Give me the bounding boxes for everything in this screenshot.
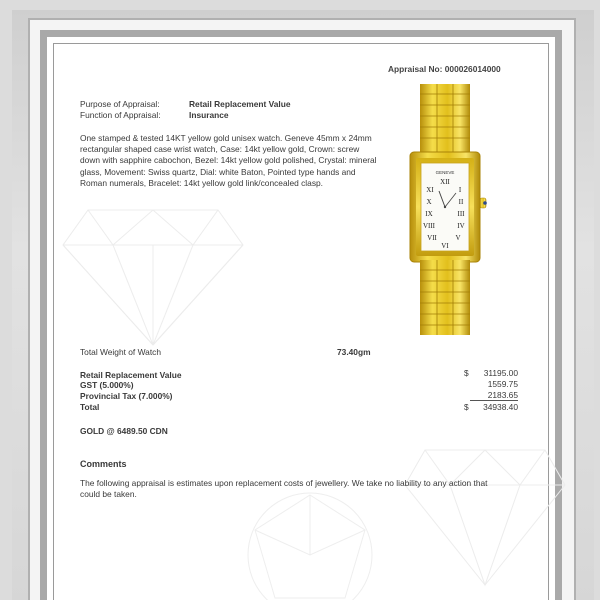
- function-label: Function of Appraisal:: [80, 110, 161, 120]
- svg-text:I: I: [458, 186, 462, 194]
- svg-text:IX: IX: [425, 210, 433, 218]
- currency-symbol-total: $: [464, 402, 469, 412]
- purpose-value: Retail Replacement Value: [189, 99, 291, 109]
- gst-amount: 1559.75: [487, 379, 518, 389]
- total-amount: 34938.40: [483, 402, 518, 412]
- svg-text:VII: VII: [427, 234, 437, 242]
- dial-brand-text: GENEVE: [435, 170, 455, 175]
- gst-label: GST (5.000%): [80, 380, 134, 390]
- weight-value: 73.40gm: [337, 347, 371, 357]
- diamond-watermark-left: [58, 200, 248, 350]
- bracelet-upper: [420, 84, 470, 154]
- item-description: One stamped & tested 14KT yellow gold unisex watch. Geneve 45mm x 24mm rectangular shaped case wrist watch, Case: 14kt yellow gold, Crown: screw down with sapphire cabochon, Bezel: 14kt yellow gold polished, Crystal: mineral glass, Movement: Swiss quartz, Dial: white Baton, Pointed type hands and Roman numerals, Bracelet: 14kt yellow gold link/concealed clasp.: [80, 133, 377, 188]
- svg-text:VI: VI: [441, 242, 449, 250]
- bracelet-lower: [420, 260, 470, 335]
- svg-text:VIII: VIII: [422, 222, 436, 230]
- svg-text:XI: XI: [426, 186, 434, 194]
- comments-text: The following appraisal is estimates upon replacement costs of jewellery. We take no liability to any action that could be taken.: [80, 478, 488, 499]
- svg-text:III: III: [457, 210, 465, 218]
- svg-text:X: X: [426, 198, 432, 206]
- svg-text:V: V: [455, 234, 461, 242]
- weight-label: Total Weight of Watch: [80, 347, 161, 357]
- gold-rate: GOLD @ 6489.50 CDN: [80, 426, 168, 436]
- subtotal-rule: [470, 400, 518, 401]
- svg-text:IV: IV: [457, 222, 465, 230]
- svg-text:XII: XII: [440, 178, 450, 186]
- retail-value-label: Retail Replacement Value: [80, 370, 182, 380]
- provincial-tax-amount: 2183.65: [487, 390, 518, 400]
- watch-photo: [400, 80, 500, 340]
- currency-symbol-retail: $: [464, 368, 469, 378]
- retail-value-amount: 31195.00: [483, 368, 518, 378]
- diamond-watermark-right: [400, 440, 570, 590]
- total-label: Total: [80, 402, 100, 412]
- comments-heading: Comments: [80, 459, 127, 469]
- appraisal-number: Appraisal No: 000026014000: [388, 64, 501, 74]
- purpose-label: Purpose of Appraisal:: [80, 99, 160, 109]
- function-value: Insurance: [189, 110, 229, 120]
- svg-text:II: II: [458, 198, 464, 206]
- provincial-tax-label: Provincial Tax (7.000%): [80, 391, 173, 401]
